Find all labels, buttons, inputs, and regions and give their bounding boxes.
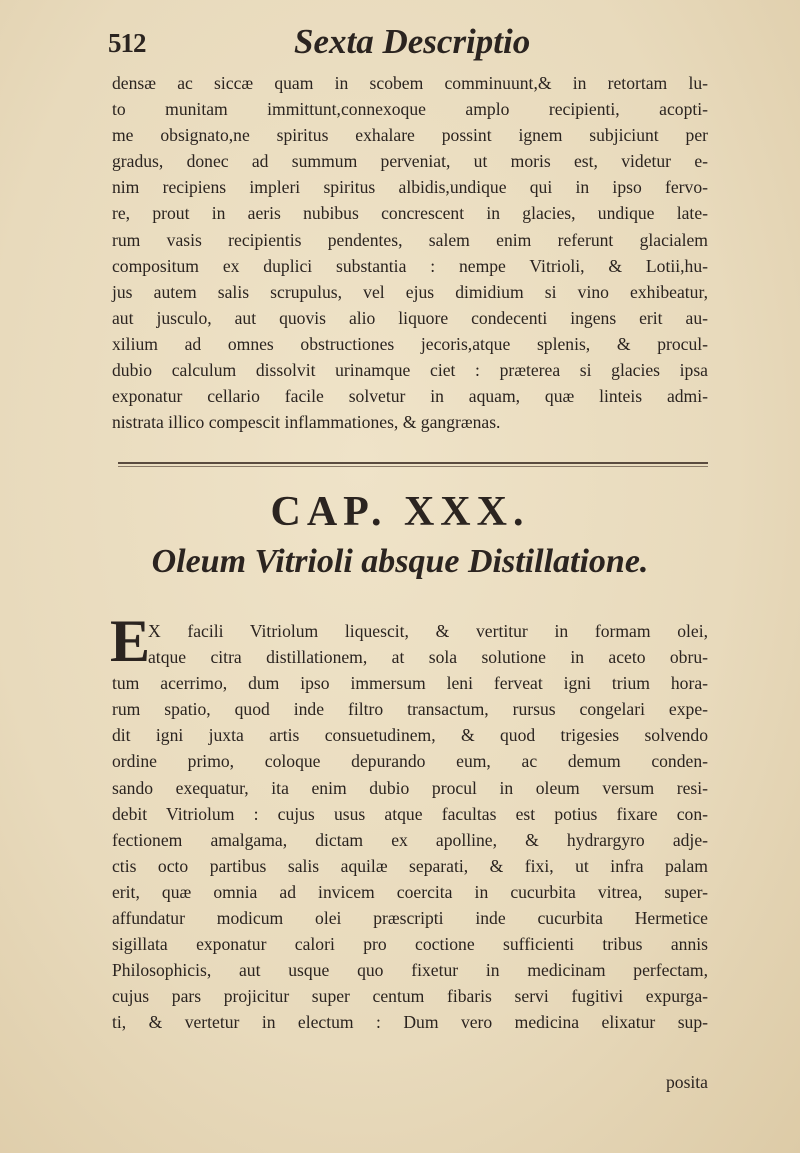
text-line: jus autem salis scrupulus, vel ejus dimidium si vino exhibeatur, bbox=[112, 281, 708, 302]
text-line: atque citra distillationem, at sola solutione in aceto obru- bbox=[148, 647, 708, 668]
paragraph-2 bbox=[112, 618, 708, 1036]
text-line: sando exequatur, ita enim dubio procul in oleum versum resi- bbox=[112, 777, 708, 798]
text-line: nim recipiens impleri spiritus albidis,undique qui in ipso fervo- bbox=[112, 177, 708, 198]
drop-cap: E bbox=[110, 608, 151, 674]
catchword: posita bbox=[665, 1072, 708, 1092]
text-line: dubio calculum dissolvit urinamque ciet : præterea si glacies ipsa bbox=[112, 360, 708, 381]
chapter-title: CAP. XXX. bbox=[270, 489, 530, 535]
text-line: ti, & vertetur in electum : Dum vero medicina elixatur sup- bbox=[112, 1012, 708, 1033]
divider-rule bbox=[118, 462, 708, 464]
divider-rule-thin bbox=[118, 466, 708, 467]
text-line: gradus, donec ad summum perveniat, ut moris est, videtur e- bbox=[112, 151, 708, 172]
text-line: xilium ad omnes obstructiones jecoris,atque splenis, & procul- bbox=[112, 333, 708, 354]
text-line: aut jusculo, aut quovis alio liquore condecenti ingens erit au- bbox=[112, 307, 708, 328]
text-line: cujus pars projicitur super centum fibaris servi fugitivi expurga- bbox=[112, 986, 708, 1007]
page-number: 512 bbox=[108, 28, 146, 58]
text-line: compositum ex duplici substantia : nempe Vitrioli, & Lotii,hu- bbox=[112, 255, 708, 276]
text-line: ctis octo partibus salis aquilæ separati, & fixi, ut infra palam bbox=[112, 855, 708, 876]
text-line: erit, quæ omnia ad invicem coercita in cucurbita vitrea, super- bbox=[112, 881, 708, 902]
text-line: nistrata illico compescit inflammationes, & gangrænas. bbox=[112, 412, 501, 433]
text-line: ordine primo, coloque depurando eum, ac demum conden- bbox=[112, 751, 708, 772]
text-line: densæ ac siccæ quam in scobem comminuunt,& in retortam lu- bbox=[112, 73, 708, 93]
text-line: rum vasis recipientis pendentes, salem enim referunt glacialem bbox=[112, 229, 708, 250]
paragraph-1 bbox=[112, 70, 708, 435]
text-line: tum acerrimo, dum ipso immersum leni ferveat igni trium hora- bbox=[112, 673, 708, 694]
text-line: X facili Vitriolum liquescit, & vertitur in formam olei, bbox=[148, 621, 708, 641]
text-line: me obsignato,ne spiritus exhalare possint ignem subjiciunt per bbox=[112, 125, 708, 146]
text-line: affundatur modicum olei præscripti inde cucurbita Hermetice bbox=[112, 908, 708, 929]
text-line: exponatur cellario facile solvetur in aquam, quæ linteis admi- bbox=[112, 386, 708, 407]
chapter-subtitle: Oleum Vitrioli absque Distillatione. bbox=[151, 543, 649, 580]
running-head: Sexta Descriptio bbox=[294, 22, 531, 61]
text-line: dit igni juxta artis consuetudinem, & quod trigesies solvendo bbox=[112, 725, 708, 746]
text-line: rum spatio, quod inde filtro transactum, rursus congelari expe- bbox=[112, 699, 708, 720]
page-header bbox=[108, 22, 708, 66]
text-line: fectionem amalgama, dictam ex apolline, & hydrargyro adje- bbox=[112, 829, 708, 850]
text-line: to munitam immittunt,connexoque amplo recipienti, acopti- bbox=[112, 99, 708, 120]
text-line: Philosophicis, aut usque quo fixetur in medicinam perfectam, bbox=[112, 960, 708, 981]
text-line: debit Vitriolum : cujus usus atque facultas est potius fixare con- bbox=[112, 803, 708, 824]
text-line: re, prout in aeris nubibus concrescent in glacies, undique late- bbox=[112, 203, 708, 224]
text-line: sigillata exponatur calori pro coctione sufficienti tribus annis bbox=[112, 934, 708, 955]
